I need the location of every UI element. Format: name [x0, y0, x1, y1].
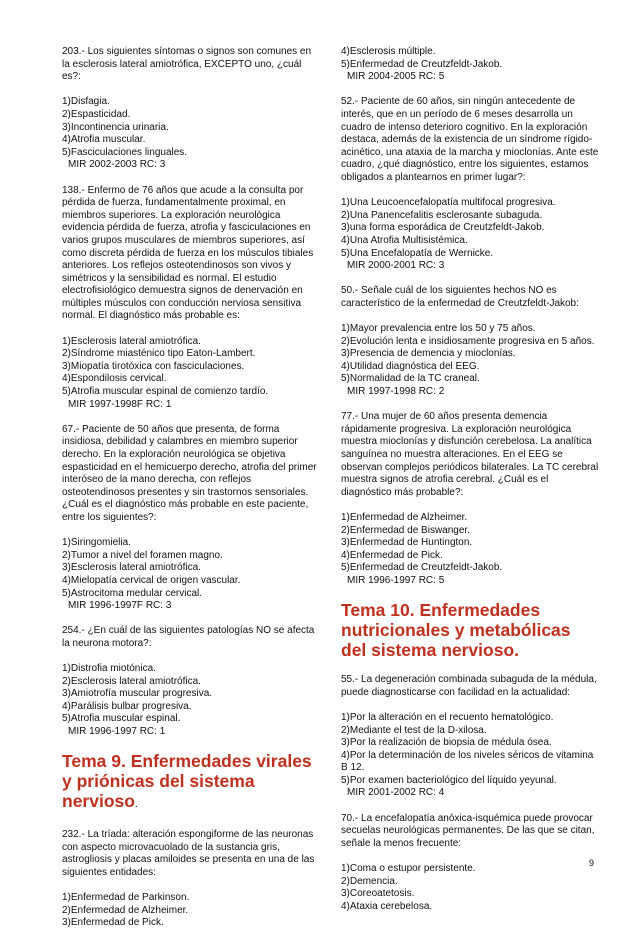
question-block [341, 813, 599, 914]
answer-option: 1)Coma o estupor persistente. [341, 863, 476, 875]
answer-option: 1)Una Leucoencefalopatía multifocal progresiva. [341, 197, 556, 209]
answer-option: 4)Utilidad diagnóstica del EEG. [341, 360, 480, 372]
question-stem: 203.- Los siguientes síntomas o signos son comunes en la esclerosis lateral amiotrófica, EXCEPTO uno, ¿cuál es?: [62, 46, 312, 83]
answer-option: 3)Enfermedad de Pick. [62, 917, 164, 929]
answer-option: 5)Atrofia muscular espinal. [62, 713, 181, 725]
answer-option: 3)Amiotrofía muscular progresiva. [62, 688, 213, 700]
answer-option: 5)Astrocitoma medular cervical. [62, 587, 203, 599]
question-stem: 77.- Una mujer de 60 años presenta demencia rápidamente progresiva. La exploración neurológica muestra mioclonías y disfunción cerebelosa. La analítica sanguínea no muestra alteraciones. En el EEG se observan complejos periódicos bilaterales. La TC cerebral muestra signos de atrofia cerebral. ¿Cuál es el diagnóstico más probable?: [341, 411, 599, 498]
answer-option: 4)Ataxia cerebelosa. [341, 900, 433, 912]
answer-option: 2)Enfermedad de Alzheimer. [62, 904, 189, 916]
answer-option: 2)Enfermedad de Biswanger. [341, 524, 470, 536]
answer-option: 1)Siringomielia. [62, 537, 131, 549]
exam-reference: MIR 2004-2005 RC: 5 [347, 71, 445, 83]
answer-option: 3)Por la realización de biopsia de médula ósea. [341, 737, 552, 749]
answer-options [341, 197, 599, 260]
answer-options [341, 323, 599, 386]
section-heading-text: Tema 9. Enfermedades virales y priónicas del sistema nervioso [62, 751, 312, 812]
answer-options [341, 712, 599, 788]
answer-option: 3)Presencia de demencia y mioclonías. [341, 348, 516, 360]
right-column [341, 46, 599, 926]
answer-option: 2)Esclerosis lateral amiotrófica. [62, 675, 201, 687]
answer-option: 2)Demencia. [341, 875, 398, 887]
left-column [62, 46, 320, 943]
answer-option: 4)Parálisis bulbar progresiva. [62, 700, 192, 712]
answer-option: 5)Atrofia muscular espinal de comienzo tardío. [62, 386, 269, 398]
answer-option: 1)Distrofia miotónica. [62, 663, 156, 675]
answer-option: 1)Esclerosis lateral amiotrófica. [62, 335, 201, 347]
question-stem: 55.- La degeneración combinada subaguda de la médula, puede diagnosticarse con facilidad en la actualidad: [341, 674, 597, 698]
answer-option: 1)Disfagia. [62, 96, 110, 108]
answer-option: 4)Esclerosis múltiple. [341, 46, 436, 57]
exam-reference: MIR 2000-2001 RC: 3 [347, 260, 445, 272]
answer-option: 5)Normalidad de la TC craneal. [341, 373, 480, 385]
answer-option: 3)Enfermedad de Huntington. [341, 537, 473, 549]
question-block [341, 46, 599, 84]
question-stem: 70.- La encefalopatía anóxica-isquémica puede provocar secuelas neurológicas permanentes. De las que se citan, señale la menos frecuente: [341, 812, 595, 849]
exam-reference: MIR 1996-1997F RC: 3 [68, 600, 172, 612]
question-block [341, 285, 599, 398]
answer-option: 2)Espasticidad. [62, 108, 131, 120]
answer-option: 3)Coreoatetosis. [341, 888, 415, 900]
question-block [62, 424, 320, 613]
exam-reference: MIR 1996-1997 RC: 5 [347, 574, 445, 586]
answer-options [62, 537, 320, 600]
answer-option: 1)Enfermedad de Alzheimer. [341, 511, 468, 523]
page-number: 9 [588, 858, 594, 868]
section-heading-tail: . [134, 799, 138, 811]
answer-option: 2)Evolución lenta e insidiosamente progresiva en 5 años. [341, 335, 595, 347]
question-block [341, 96, 599, 272]
answer-option: 5)Enfermedad de Creutzfeldt-Jakob. [341, 562, 503, 574]
question-stem: 232.- La tríada: alteración espongiforme de las neuronas con aspecto microvacuolado de la sustancia gris, astrogliosis y placas amiloides se presenta en una de las siguientes entidades: [62, 829, 315, 879]
answer-option: 5)Fasciculaciones linguales. [62, 146, 188, 158]
answer-option: 1)Enfermedad de Parkinson. [62, 892, 190, 904]
exam-reference: MIR 2001-2002 RC: 4 [347, 787, 445, 799]
answer-options [341, 863, 599, 913]
exam-reference: MIR 2002-2003 RC: 3 [68, 159, 166, 171]
answer-options [62, 663, 320, 726]
answer-options [62, 96, 320, 159]
question-block [62, 829, 320, 930]
question-block [62, 185, 320, 412]
question-block [62, 625, 320, 738]
answer-option: 1)Mayor prevalencia entre los 50 y 75 años. [341, 323, 536, 335]
answer-options [62, 336, 320, 399]
answer-option: 3)Esclerosis lateral amiotrófica. [62, 562, 201, 574]
answer-option: 4)Por la determinación de los niveles séricos de vitamina B 12. [341, 749, 594, 774]
answer-options [62, 892, 320, 930]
section-heading [62, 751, 320, 815]
answer-options [341, 46, 599, 71]
exam-reference: MIR 1997-1998F RC: 1 [68, 398, 172, 410]
question-stem: 67.- Paciente de 50 años que presenta, de forma insidiosa, debilidad y calambres en miembro superior derecho. En la exploración neurológica se objetiva espasticidad en el hemicuerpo derecho, atrofia del primer interóseo de la mano derecha, con reflejos osteotendinosos presentes y sin trastornos sensoriales. ¿Cuál es el diagnóstico más probable en este paciente, entre los siguientes?: [62, 423, 317, 523]
answer-option: 2)Síndrome miasténico tipo Eaton-Lambert. [62, 348, 256, 360]
answer-option: 4)Atrofia muscular. [62, 134, 146, 146]
answer-option: 4)Enfermedad de Pick. [341, 549, 443, 561]
section-heading-text: Tema 10. Enfermedades nutricionales y metabólicas del sistema nervioso. [341, 600, 571, 661]
answer-option: 4)Espondilosis cervical. [62, 373, 167, 385]
answer-option: 3)una forma esporádica de Creutzfeldt-Jakob. [341, 222, 545, 234]
exam-reference: MIR 1997-1998 RC: 2 [347, 386, 445, 398]
question-stem: 254.- ¿En cuál de las siguientes patologías NO se afecta la neurona motora?: [62, 625, 315, 649]
question-block [341, 411, 599, 587]
answer-option: 2)Tumor a nivel del foramen magno. [62, 549, 223, 561]
answer-option: 2)Mediante el test de la D-xilosa. [341, 724, 487, 736]
answer-option: 5)Por examen bacteriológico del líquido yeyunal. [341, 774, 557, 786]
question-block [341, 674, 599, 800]
question-stem: 52.- Paciente de 60 años, sin ningún antecedente de interés, que en un período de 6 meses desarrolla un cuadro de intenso deterioro cognitivo. En la exploración destaca, además de la existencia de un síndrome rígido-acinético, una ataxia de la marcha y mioclonías. Ante este cuadro, ¿qué diagnóstico, entre los siguientes, estamos obligados a plantearnos en primer lugar?: [341, 96, 599, 183]
answer-option: 4)Mielopatía cervical de origen vascular. [62, 574, 241, 586]
question-block [62, 46, 320, 172]
answer-options [341, 512, 599, 575]
question-stem: 138.- Enfermo de 76 años que acude a la consulta por pérdida de fuerza, fundamentalmente proximal, en miembros superiores. La exploración neurológica evidencia pérdida de fuerza, atrofia y fasciculaciones en varios grupos musculares de miembros superiores, así como discreta pérdida de fuerza en los músculos tibiales anteriores. Los reflejos osteotendinosos son vivos y simétricos y la sensibilidad es normal. El estudio electrofisiológico demuestra signos de denervación en múltiples músculos con conducción nerviosa sensitiva normal. El diagnóstico más probable es: [62, 184, 314, 322]
answer-option: 1)Por la alteración en el recuento hematológico. [341, 711, 554, 723]
answer-option: 5)Una Encefalopatía de Wernicke. [341, 247, 494, 259]
section-heading [341, 600, 599, 660]
answer-option: 2)Una Panencefalitis esclerosante subaguda. [341, 209, 543, 221]
answer-option: 4)Una Atrofia Multisistémica. [341, 234, 468, 246]
answer-option: 5)Enfermedad de Creutzfeldt-Jakob. [341, 58, 503, 70]
answer-option: 3)Incontinencia urinaria. [62, 121, 169, 133]
exam-reference: MIR 1996-1997 RC: 1 [68, 726, 166, 738]
answer-option: 3)Miopatía tirotóxica con fasciculaciones. [62, 360, 245, 372]
question-stem: 50.- Señale cuál de los siguientes hechos NO es característico de la enfermedad de Creutzfeldt-Jakob: [341, 285, 579, 309]
